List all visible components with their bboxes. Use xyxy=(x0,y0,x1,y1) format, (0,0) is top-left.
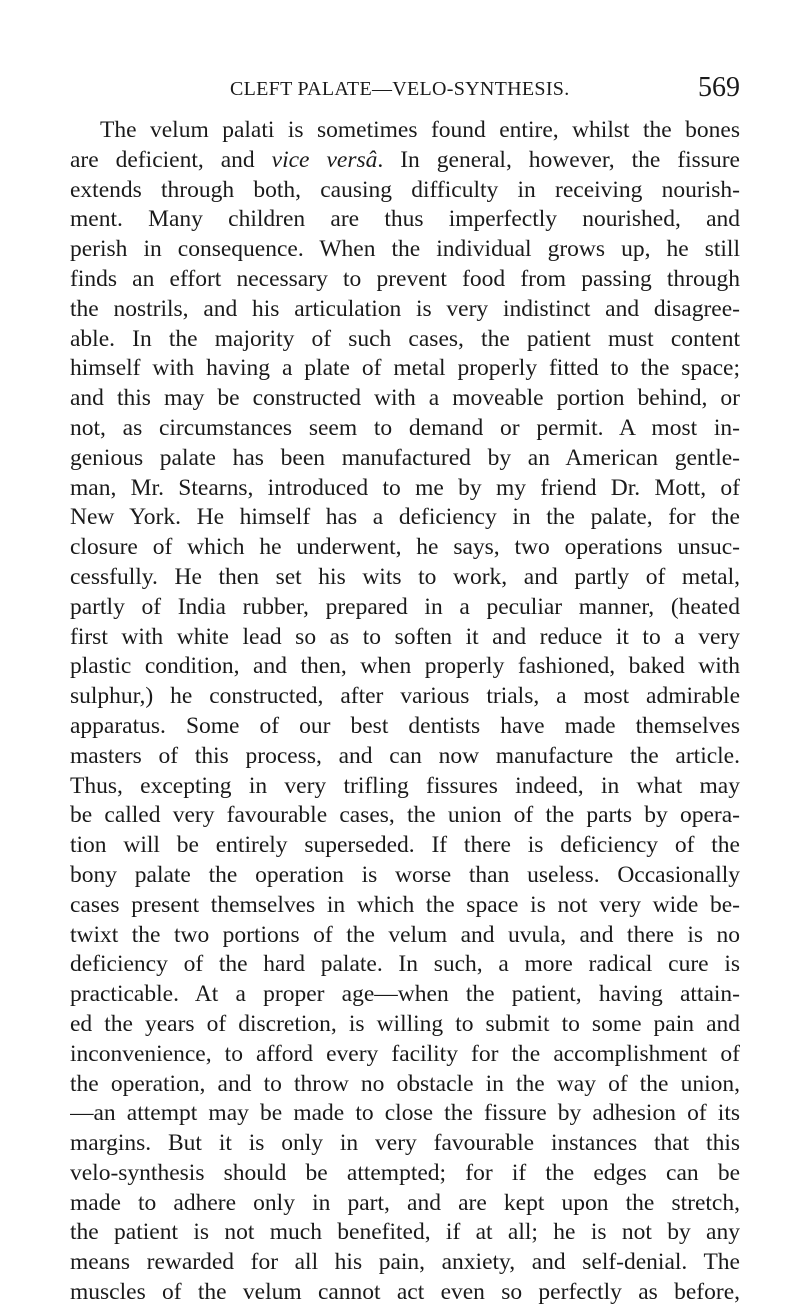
text-line: velo-synthesis should be attempted; for if the edges can be xyxy=(70,1159,740,1186)
text-line: man, Mr. Stearns, introduced to me by my friend Dr. Mott, of xyxy=(70,474,740,501)
text-line: twixt the two portions of the velum and uvula, and there is no xyxy=(70,921,740,948)
text-line: are deficient, and vice versâ. In general, however, the fissure xyxy=(70,146,740,173)
text-line: sulphur,) he constructed, after various trials, a most admirable xyxy=(70,683,740,710)
text-line: ed the years of discretion, is willing to submit to some pain and xyxy=(70,1010,740,1037)
text-line: cases present themselves in which the space is not very wide be- xyxy=(70,891,740,918)
text-line: cessfully. He then set his wits to work, and partly of metal, xyxy=(70,563,740,590)
text-line: and this may be constructed with a moveable portion behind, or xyxy=(70,385,740,412)
text-line: the operation, and to throw no obstacle in the way of the union, xyxy=(70,1070,740,1097)
text-line: able. In the majority of such cases, the patient must content xyxy=(70,325,740,352)
text-line: finds an effort necessary to prevent food from passing through xyxy=(70,265,740,292)
text-line: partly of India rubber, prepared in a peculiar manner, (heated xyxy=(70,593,740,620)
text-line: Thus, excepting in very trifling fissures indeed, in what may xyxy=(70,772,740,799)
italic-phrase: vice versâ xyxy=(271,146,378,173)
text-line: first with white lead so as to soften it and reduce it to a very xyxy=(70,623,740,650)
text-line: tion will be entirely superseded. If there is deficiency of the xyxy=(70,832,740,859)
text-line: masters of this process, and can now manufacture the article. xyxy=(70,742,740,769)
text-line: inconvenience, to afford every facility for the accomplishment of xyxy=(70,1040,740,1067)
text-line: himself with having a plate of metal properly fitted to the space; xyxy=(70,355,740,382)
text-line: plastic condition, and then, when properly fashioned, baked with xyxy=(70,653,740,680)
text-line: be called very favourable cases, the union of the parts by opera- xyxy=(70,802,740,829)
text-line: extends through both, causing difficulty in receiving nourish- xyxy=(70,176,740,203)
text-line: closure of which he underwent, he says, two operations unsuc- xyxy=(70,534,740,561)
text-line: ment. Many children are thus imperfectly nourished, and xyxy=(70,206,740,233)
text-line: margins. But it is only in very favourable instances that this xyxy=(70,1130,740,1157)
text-line: the nostrils, and his articulation is very indistinct and disagree- xyxy=(70,295,740,322)
running-title: CLEFT PALATE—VELO-SYNTHESIS. xyxy=(230,78,570,100)
text-line: muscles of the velum cannot act even so perfectly as before, xyxy=(70,1279,740,1306)
text-line: practicable. At a proper age—when the patient, having attain- xyxy=(70,981,740,1008)
text-line: deficiency of the hard palate. In such, a more radical cure is xyxy=(70,951,740,978)
body-text xyxy=(70,116,740,1308)
text-line: genious palate has been manufactured by an American gentle- xyxy=(70,444,740,471)
text-line: —an attempt may be made to close the fissure by adhesion of its xyxy=(70,1100,740,1127)
text-line: bony palate the operation is worse than useless. Occasionally xyxy=(70,861,740,888)
text-line: made to adhere only in part, and are kept upon the stretch, xyxy=(70,1189,740,1216)
page-number: 569 xyxy=(698,72,740,103)
running-head xyxy=(70,72,740,112)
text-line: apparatus. Some of our best dentists have made themselves xyxy=(70,712,740,739)
text-line: not, as circumstances seem to demand or permit. A most in- xyxy=(70,414,740,441)
text-line: perish in consequence. When the individual grows up, he still xyxy=(70,236,740,263)
text-line: the patient is not much benefited, if at all; he is not by any xyxy=(70,1219,740,1246)
text-line: means rewarded for all his pain, anxiety, and self-denial. The xyxy=(70,1249,740,1276)
text-line: The velum palati is sometimes found entire, whilst the bones xyxy=(100,117,740,143)
text-line: New York. He himself has a deficiency in the palate, for the xyxy=(70,504,740,531)
